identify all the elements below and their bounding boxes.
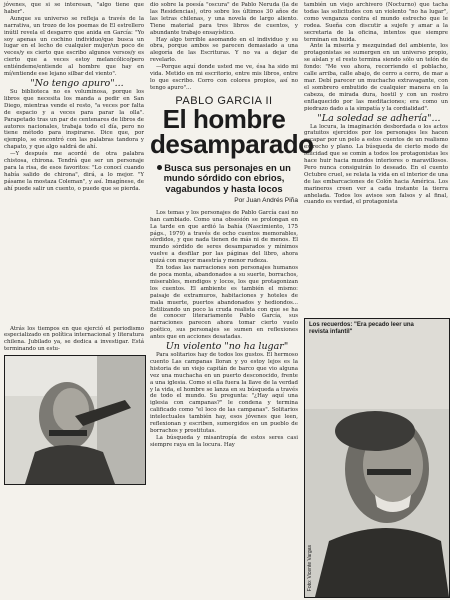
author-portrait-image [5, 356, 145, 484]
article-byline: Por Juan Andrés Piña [234, 196, 298, 204]
col2-paragraph-4: Los temas y los personajes de Pablo García casi no han cambiado. Como una obsesión se prolongan en La tarde en que ardió la bahía (Nascimiento, 175 págs., 1979) a través de ocho cuentos memorables, sórdidos, y que nada tienen de más ni de menos. El mundo sórdido de seres desamparados y mínimos vuelve a desfilar por las páginas del libro, ahora quizá con mayor maestría y menor rudeza. [150, 209, 298, 265]
author-photo-large [304, 318, 450, 598]
col1-paragraph-1: jóvenes, que si se interesan, "algo tiene que haber". [4, 2, 144, 15]
col2-paragraph-7: La búsqueda y misantropía de estos seres casi siempre raya en la locura. Hay [150, 434, 298, 448]
bullet-icon [157, 165, 162, 170]
col1-paragraph-3: Su biblioteca no es voluminosa, porque los libros que necesita los manda a pedir en San Diego, mientras vende el resto, "a veces por falta de espacio y a veces para parar la olla". Parapetado tras un par de centenares de libros de autores nacionales, trabaja todo el día, pero no tiene método para inspirarse. Dice que, por ejemplo, se encontró con las palabras tandora y chapato, y que algo saldrá de ahí. [4, 88, 144, 151]
col3-paragraph-2: Ante la miseria y mezquindad del ambiente, los protagonistas se sumergen en un universo propio, se aíslan y el resto termina siendo sólo un telón de fondo: "Me veo ahora, recorriendo el poblacho, calle arriba, calle abajo, de cerro a cerro, de mar a mar. Debí parecer un muchacho extravagante, con el sombrero embutido de cualquier manera en la cabeza, de mirada dura, hostil y con un rostro enflaquecido por las meditaciones; era como un piedrazo dado a la simpatía y la cordialidad". [304, 43, 448, 112]
col1-paragraph-2: Aunque su universo se refleja a través de la narrativa, un trozo de los poemas de El estrellero inútil revela el desgarro que anida en García: "Yo soy apenas un cochino individuo/que busca un lugar en el lecho de cualquier mujer/un poco de veces/y es cierto que escribo algunos versos/y es cierto que a veces estoy melancólico/pero entiéndeme/entiende al hombre que hay en mí/entiende ese lejano silbar del viento". [4, 15, 144, 78]
col3-paragraph-1: también un viejo archivero (Nocturno) que tacha todas las solicitudes con un violento "no ha lugar", como venganza contra el mundo estrecho que le rodea. Sueña con discutir a sujefe y amar a la secretaria de la oficina, intentos que siempre terminan en huida. [304, 2, 448, 43]
col2-paragraph-2: Hay algo terrible asomando en el individuo y su obra, porque ambos se parecen demasiado a una alegoría de las Escrituras. Y no va a dejar de revelarlo. [150, 36, 298, 64]
photo-1-space [4, 193, 144, 326]
col1-paragraph-4: —Y después me acordé de otra palabra chistosa, chirona. Tendrá que ser un personaje para la risa, de esos favoritos: "Lo conocí cuando había salido de chirona", dirá, a lo mejor. "Y pásame la mostaza Coleman", y así. Imagínese, de ahí puede salir un cuento, o puede que se pierda. [4, 151, 144, 192]
photo-credit: Foto: Vicente Vargas [307, 544, 313, 591]
article-kicker: PABLO GARCIA II [175, 94, 273, 107]
col1-paragraph-5: Atrás los tiempos en que ejerció el periodismo especializado en política internacional y literatura chilena. Jubilado ya, se dedica a investigar. Está terminando un estu- [4, 325, 144, 353]
article-headline: El hombre desamparado [150, 103, 314, 159]
pull-quote-3: "La soledad se adhería"... [317, 112, 441, 124]
article-deck [154, 163, 294, 194]
col3-paragraph-3: La locura, la imaginación desbordada o los actos gratuitos ejercidos por los personajes les hacen escapar por un pelo a estos cuentos de un realismo extrecho y plano. La búsqueda de cierto modo de felicidad que se comin a todos los protagonistas les hace huir hacia mundos interiores o maravillosos. Pero nunca consiguirán lo deseado. En el cuento Octubre cruel, se relata la vida en el interior de una de las embarcaciones de Colón hacia América. Los marineros creen ver a cada instante la tierra anhelada. Todos los avisos son falsos y al final, cuando es verdad, el protagonista [304, 123, 448, 206]
col2-paragraph-5: En todas las narraciones son personajes humanos de poca monta, abandonados a su suerte, borrachos, miserables, mendigos y locos, los que protagonizan los cuentos. El ambiente es también el mismo: paisaje de extramuros, habitaciones y hoteles de mala muerte, puertos abandonados y hediondos... Estilizando un poco la cruda realista con que se ha de conocer literariamente Pablo García, sus narraciones parecen ahora tomar cierto vuelo poético, sus personajes se sumen en reflexiones antes que en acciones desatadas. [150, 265, 298, 341]
column-1 [4, 2, 144, 598]
photo-caption: Los recuerdos: "Era pecado leer una revista infantil" [309, 322, 414, 335]
pull-quote-2: Un violento "no ha lugar" [165, 341, 289, 353]
pull-quote-1: "No tengo apuro"... [30, 77, 124, 89]
author-portrait-image [305, 319, 449, 597]
col2-paragraph-1: dio sobre la poesía "oscura" de Pablo Neruda (la de las Residencias), otro sobre los últimos 30 años de las letras chilenas, y una novela de largo aliento. Tiene material para tres libros de cuentos, y abundante trabajo ensayístico. [150, 2, 298, 36]
article-deck-text: Busca sus personajes en un mundo sórdido con ebrios, vagabundos y hasta locos [163, 161, 291, 194]
author-photo-small [4, 355, 146, 485]
col2-paragraph-6: Para solitarios hay de todos los gustos. El hermoso cuento Las campanas lloran y yo estoy lejos es la historia de un viejo capitán de barco que vio alguna vez una muchacha en un puerto desconocido, frente a una iglesia. Como si ella fuera la llave de la verdad y la vida, el hombre se lanza en su búsqueda a través de todo el mundo. Su pregunta: "¿Hay aquí una iglesia con campanas?" le condena y termina calificado como "el loco de las campanas". Solitarios intelectuales también hay, esos jóvenes que leen, reflexionan y escriben, sumergidos en un pueblo de borrachos y prostitutas. [150, 352, 298, 434]
col2-paragraph-3: —Porque aquí donde usted me ve, ésa ha sido mi vida. Metido en mi escritorio, entre mis libros, entre lo que escribo. Corro con colores propios, así no tengo apuro"... [150, 64, 298, 91]
